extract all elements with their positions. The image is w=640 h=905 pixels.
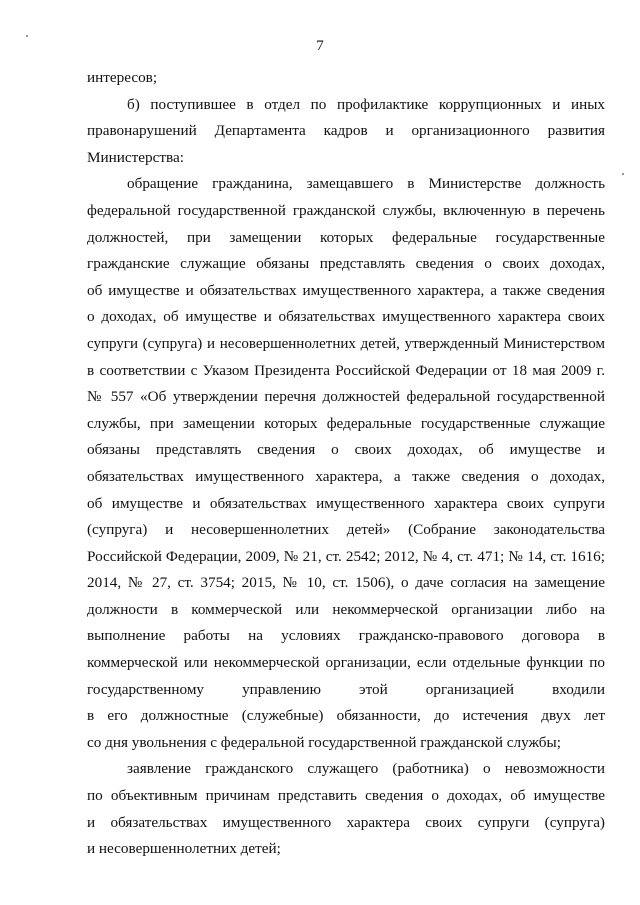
page-number: 7 xyxy=(316,38,324,54)
text-line: и обязательствах имущественного характера своих супруги (супруга) xyxy=(87,813,605,831)
text-line: об имуществе и обязательствах имущественного характера своих супруги xyxy=(87,494,605,512)
text-line: интересов; xyxy=(87,69,158,86)
text-line: по объективным причинам представить сведения о доходах, об имуществе xyxy=(87,787,605,805)
text-line: государственному управлению этой организацией входили xyxy=(87,680,605,698)
text-line: должности в коммерческой или некоммерческой организации либо на xyxy=(87,600,605,618)
scan-speck xyxy=(622,173,624,175)
text-line: супруги (супруга) и несовершеннолетних детей, утвержденный Министерством xyxy=(87,335,605,352)
text-line: обращение гражданина, замещавшего в Министерстве должность xyxy=(127,175,605,193)
text-line: службы, при замещении которых федеральные государственные служащие xyxy=(87,414,605,432)
text-line: б) поступившее в отдел по профилактике коррупционных и иных xyxy=(127,95,605,113)
text-line: гражданские служащие обязаны представлять сведения о своих доходах, xyxy=(87,255,605,273)
text-line: (супруга) и несовершеннолетних детей» (Собрание законодательства xyxy=(87,521,605,539)
text-line: Российской Федерации, 2009, № 21, ст. 2542; 2012, № 4, ст. 471; № 14, ст. 1616; xyxy=(87,547,605,565)
text-line: в соответствии с Указом Президента Российской Федерации от 18 мая 2009 г. xyxy=(87,361,605,379)
text-line: федеральной государственной гражданской службы, включенную в перечень xyxy=(87,201,605,219)
text-line: 2014, № 27, ст. 3754; 2015, № 10, ст. 1506), о даче согласия на замещение xyxy=(87,574,605,592)
text-line: об имуществе и обязательствах имущественного характера, а также сведения xyxy=(87,281,605,299)
document-body xyxy=(87,65,605,863)
text-line: правонарушений Департамента кадров и организационного развития xyxy=(87,122,605,140)
text-line: Министерства: xyxy=(87,148,184,166)
text-line: обязаны представлять сведения о своих доходах, об имуществе и xyxy=(87,441,605,459)
text-line: о доходах, об имуществе и обязательствах имущественного характера своих xyxy=(87,308,605,326)
text-line: и несовершеннолетних детей; xyxy=(87,840,281,858)
text-line: со дня увольнения с федеральной государственной гражданской службы; xyxy=(87,733,561,751)
text-line: выполнение работы на условиях гражданско-правового договора в xyxy=(87,627,605,645)
text-line: заявление гражданского служащего (работника) о невозможности xyxy=(127,760,605,778)
text-line: № 557 «Об утверждении перечня должностей федеральной государственной xyxy=(87,388,605,406)
text-line: в его должностные (служебные) обязанности, до истечения двух лет xyxy=(87,707,605,725)
text-line: должностей, при замещении которых федеральные государственные xyxy=(87,228,605,246)
text-line: коммерческой или некоммерческой организации, если отдельные функции по xyxy=(87,654,605,672)
text-line: обязательствах имущественного характера, а также сведения о доходах, xyxy=(87,467,605,485)
